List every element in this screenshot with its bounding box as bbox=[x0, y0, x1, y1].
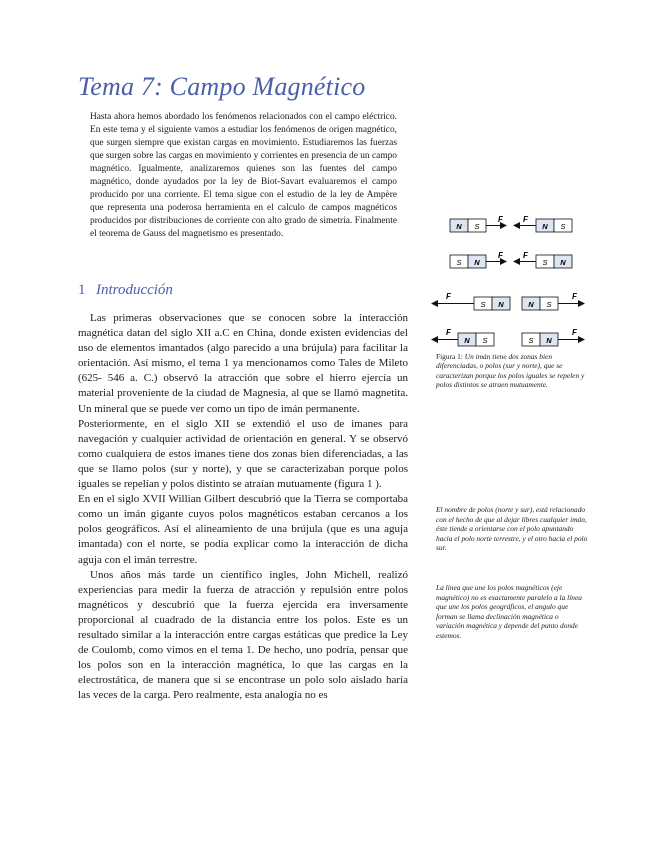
row-repulsion-1 bbox=[432, 292, 584, 310]
force-label: F bbox=[446, 328, 451, 337]
abstract-text: Hasta ahora hemos abordado los fenómenos relacionados con el campo eléctrico. En este tema y el siguiente vamos a estudiar los fenómenos de origen magnético, que surgen siempre que existan cargas en movimiento. Estudiaremos las fuerzas que surgen sobre las cargas en movimiento y corrientes en presencia de un campo magnético. Igualmente, analizaremos quienes son las fuentes del campo magnético, donde ayudados por la ley de Biot-Savart evaluaremos el campo producido por una corriente. El tema sigue con el estudio de la ley de Ampère que representa una poderosa herramienta en el calculo de campos magnéticos producidos por distribuciones de corriente con alto grado de simetría. Finalmente el teorema de Gauss del magnetismo es presentado. bbox=[90, 112, 397, 239]
caption-text: Un imán tiene dos zonas bien diferenciadas, o polos (sur y norte), que se caracterizan porque los polos iguales se repelen y polos distintos se atraen mutuamente. bbox=[436, 352, 585, 390]
force-label: F bbox=[498, 251, 503, 260]
pole-label: S bbox=[546, 300, 552, 309]
paragraph: En en el siglo XVII Willian Gilbert descubrió que la Tierra se comportaba como un imán gigante cuyos polos magnéticos estaban cercanos a los polos geográficos. Así el alineamiento de una brújula (que es una aguja imantada) con el norte, se podía explicar como la interacción de dicha aguja con el imán terrestre. bbox=[78, 493, 408, 566]
pole-label: N bbox=[456, 222, 462, 231]
pole-label: S bbox=[480, 300, 486, 309]
pole-label: S bbox=[542, 258, 548, 267]
paragraph: Las primeras observaciones que se conocen sobre la interacción magnética datan del siglo XII a.C en China, donde existen evidencias del uso de elementos imantados (algo parecido a una brújula) para facilitar la orientación. Así mismo, el tema 1 ya mencionamos como Tales de Mileto (625- 546 a. C.) observó la atracción que sobre el hierro ejercía un material proveniente de la ciudad de Magnesia, al que se llamó magnetita. Un mineral que se puede ver como un tipo de imán permanente. bbox=[78, 312, 408, 415]
pole-label: S bbox=[456, 258, 462, 267]
margin-note: La línea que une los polos magnéticos (eje magnético) no es exactamente paralelo a la línea que une los polos geográficos, el angulo que forman se llama declinación magnética o variación magnética y depende del punto donde estemos. bbox=[436, 583, 582, 640]
pole-label: S bbox=[528, 336, 534, 345]
section-number: 1 bbox=[78, 282, 86, 298]
row-attraction-2 bbox=[450, 251, 572, 268]
section-heading bbox=[78, 282, 173, 299]
section-title: Introducción bbox=[96, 282, 173, 298]
magnets-figure bbox=[428, 205, 588, 355]
pole-label: N bbox=[528, 300, 534, 309]
page-title: Tema 7: Campo Magnético bbox=[78, 72, 366, 101]
caption-label: Figura 1: bbox=[436, 352, 463, 361]
pole-label: N bbox=[498, 300, 504, 309]
body-text bbox=[78, 311, 408, 703]
figure-caption bbox=[436, 352, 588, 390]
paragraph: Posteriormente, en el siglo XII se extendió el uso de imanes para navegación y cualquier actividad de orientación en general. Y se observó como cualquiera de estos imanes tiene dos zonas bien diferenciadas, a las que se llamo polos (sur y norte), y que se caracterizaban porque polos iguales se repelían y polos distinto se atraían mutuamente (figura 1 ). bbox=[78, 417, 408, 491]
magnets-diagram bbox=[428, 205, 588, 355]
force-label: F bbox=[446, 292, 451, 301]
force-label: F bbox=[523, 215, 528, 224]
pole-label: N bbox=[542, 222, 548, 231]
row-repulsion-2 bbox=[432, 328, 584, 346]
force-label: F bbox=[498, 215, 503, 224]
pole-label: S bbox=[560, 222, 566, 231]
force-label: F bbox=[572, 292, 577, 301]
pole-label: N bbox=[474, 258, 480, 267]
paragraph: Unos años más tarde un científico ingles, John Michell, realizó experiencias para medir la fuerza de atracción y repulsión entre polos magnéticos y descubrió que la fuerza ejercida era inversamente proporcional al cuadrado de la distancia entre los polos. Este es un resultado similar a la interacción entre cargas estáticas que predice la Ley de Coulomb, como vimos en el tema 1. De hecho, uno podría, pensar que los polos son en la interacción magnética, lo que las cargas en la electrostática, de manera que si se encontrase un polo solo aislado haría las veces de la carga. Pero realmente, esta analogía no es bbox=[78, 568, 408, 702]
pole-label: S bbox=[482, 336, 488, 345]
pole-label: S bbox=[474, 222, 480, 231]
force-label: F bbox=[572, 328, 577, 337]
row-attraction-1 bbox=[450, 215, 572, 232]
pole-label: N bbox=[464, 336, 470, 345]
margin-note: El nombre de polos (norte y sur), está relacionado con el hecho de que al dejar libres cualquier imán, éste tiende a orientarse con el polo apuntando hacia el polo norte terrestre, y el otro hacia el polo sur. bbox=[436, 505, 588, 553]
force-label: F bbox=[523, 251, 528, 260]
pole-label: N bbox=[546, 336, 552, 345]
pole-label: N bbox=[560, 258, 566, 267]
